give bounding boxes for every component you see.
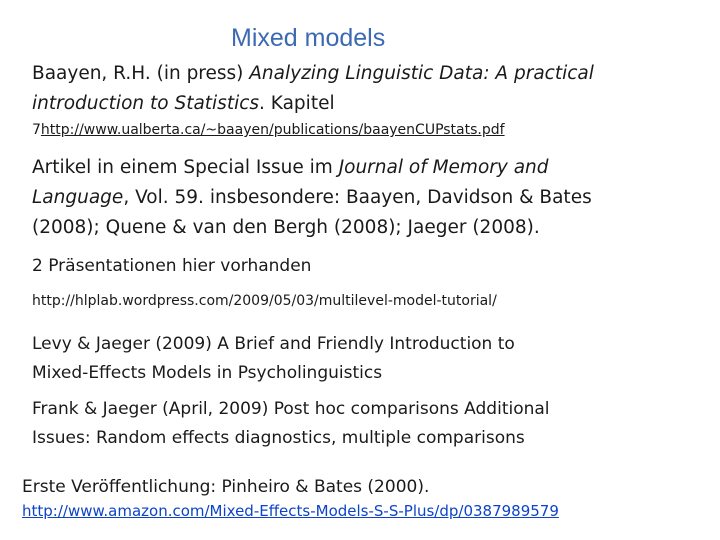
artikel-volume: , Vol. 59. insbesondere: Baayen, Davidson & Bates <box>123 187 592 208</box>
artikel-journal-2: Language <box>32 187 124 208</box>
praesentationen-text: 2 Präsentationen hier vorhanden <box>32 256 312 276</box>
erste-text: Erste Veröffentlichung: Pinheiro & Bates (2000). <box>22 477 430 497</box>
baayen-chapter-label: . Kapitel <box>259 93 335 114</box>
artikel-line-1 <box>32 152 549 183</box>
frank-line-2: Issues: Random effects diagnostics, multiple comparisons <box>32 428 525 448</box>
baayen-book-title-2: introduction to Statistics <box>32 93 260 114</box>
erste-link[interactable]: http://www.amazon.com/Mixed-Effects-Models-S-S-Plus/dp/0387989579 <box>22 502 559 520</box>
artikel-line-3 <box>32 212 540 243</box>
levy-line-1: Levy & Jaeger (2009) A Brief and Friendly Introduction to <box>32 334 515 354</box>
baayen-book-title-1: Analyzing Linguistic Data: A practical <box>249 63 594 84</box>
baayen-line-2 <box>32 88 335 119</box>
praesentationen-url[interactable]: http://hlplab.wordpress.com/2009/05/03/multilevel-model-tutorial/ <box>32 293 497 309</box>
artikel-line-2 <box>32 182 592 213</box>
baayen-authors: Baayen, R.H. (in press) <box>32 63 250 84</box>
levy-line-2: Mixed-Effects Models in Psycholinguistics <box>32 363 383 383</box>
baayen-line-3 <box>32 120 505 140</box>
frank-line-1: Frank & Jaeger (April, 2009) Post hoc comparisons Additional <box>32 399 550 419</box>
artikel-journal-1: Journal of Memory and <box>338 157 549 178</box>
artikel-intro: Artikel in einem Special Issue im <box>32 157 339 178</box>
baayen-line-1 <box>32 58 594 89</box>
baayen-chapter-number: 7 <box>32 122 41 138</box>
artikel-references: (2008); Quene & van den Bergh (2008); Jaeger (2008). <box>32 217 540 238</box>
baayen-link[interactable]: http://www.ualberta.ca/~baayen/publications/baayenCUPstats.pdf <box>40 122 505 138</box>
slide-title: Mixed models <box>231 24 386 52</box>
